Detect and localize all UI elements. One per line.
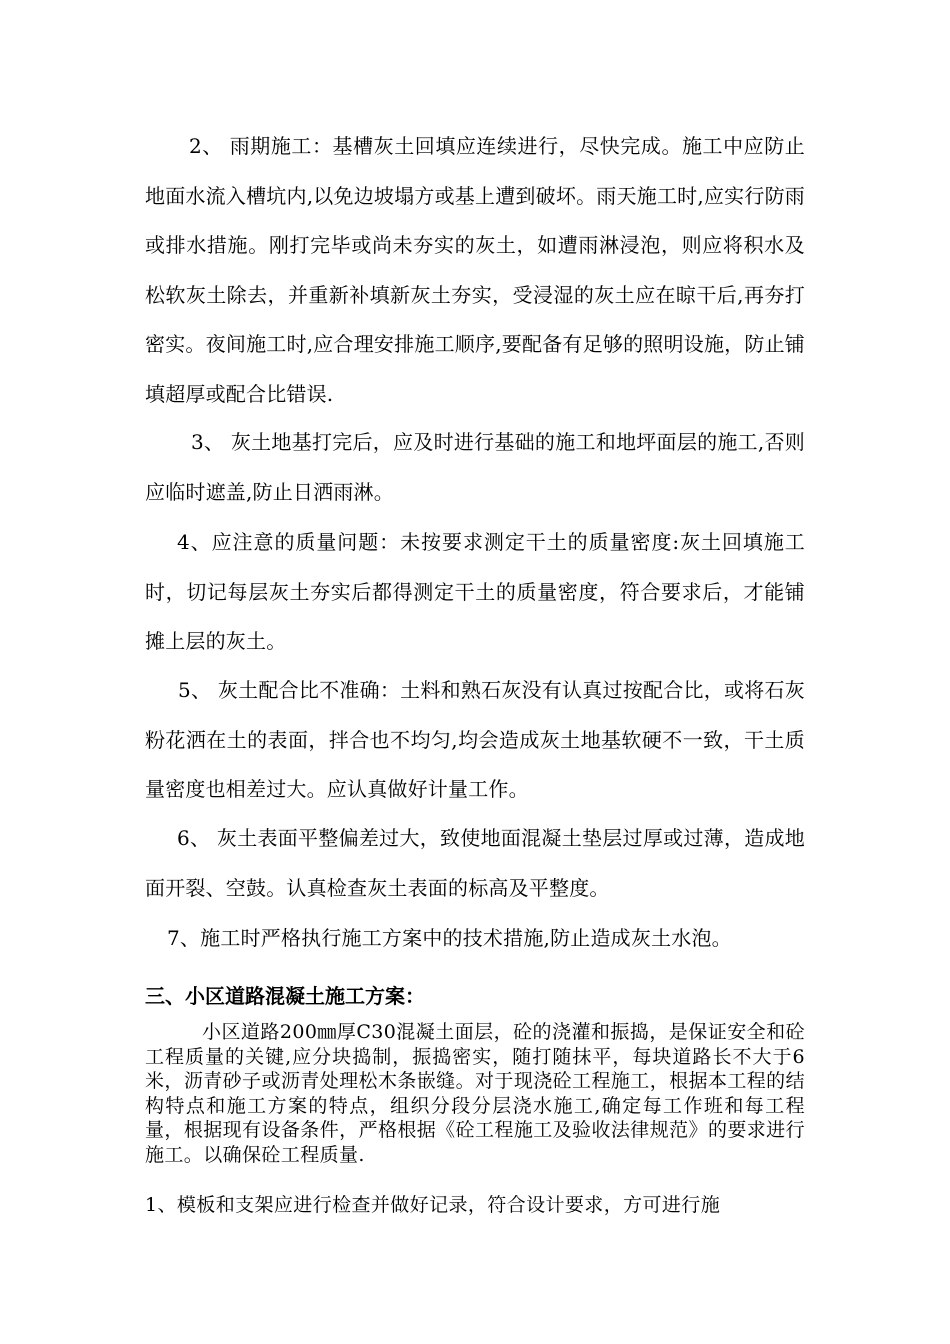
paragraph-technical-measures: 7、施工时严格执行施工方案中的技术措施,防止造成灰土水泡。 xyxy=(167,926,732,950)
paragraph-road-concrete-plan: 小区道路200㎜厚C30混凝土面层，砼的浇灌和振捣，是保证安全和砼工程质量的关键,应分块捣制，振捣密实，随打随抹平，每块道路长不大于6米，沥青砂子或沥青处理松木条嵌缝。对于现浇砼工程施工，根据本工程的结构特点和施工方案的特点，组织分段分层浇水施工,确定每工作班和每工程量，根据现有设备条件，严格根据《砼工程施工及验收法律规范》的要求进行施工。以确保砼工程质量. xyxy=(145,1021,805,1166)
paragraph-formwork-check: 1、模板和支架应进行检查并做好记录，符合设计要求，方可进行施 xyxy=(145,1194,721,1216)
paragraph-surface-flatness: 6、 灰土表面平整偏差过大，致使地面混凝土垫层过厚或过薄，造成地面开裂、空鼓。认真检查灰土表面的标高及平整度。 xyxy=(145,826,805,900)
paragraph-rainy-season: 2、 雨期施工：基槽灰土回填应连续进行，尽快完成。施工中应防止地面水流入槽坑内,以免边坡塌方或基上遭到破坏。雨天施工时,应实行防雨或排水措施。刚打完毕或尚未夯实的灰土，如遭雨淋浸泡，则应将积水及松软灰土除去，并重新补填新灰土夯实，受浸湿的灰土应在晾干后,再夯打密实。夜间施工时,应合理安排施工顺序,要配备有足够的照明设施，防止铺填超厚或配合比错误. xyxy=(145,134,805,406)
paragraph-quality-issues: 4、应注意的质量问题：未按要求测定干土的质量密度:灰土回填施工时，切记每层灰土夯实后都得测定干土的质量密度，符合要求后，才能铺摊上层的灰土。 xyxy=(145,530,805,653)
paragraph-mix-ratio: 5、 灰土配合比不准确：土料和熟石灰没有认真过按配合比，或将石灰粉花洒在土的表面，拌合也不均匀,均会造成灰土地基软硬不一致，干土质量密度也相差过大。应认真做好计量工作。 xyxy=(145,678,805,801)
paragraph-foundation-cover: 3、 灰土地基打完后，应及时进行基础的施工和地坪面层的施工,否则应临时遮盖,防止日洒雨淋。 xyxy=(145,430,805,504)
section-heading-road-concrete: 三、小区道路混凝土施工方案： xyxy=(145,984,425,1008)
